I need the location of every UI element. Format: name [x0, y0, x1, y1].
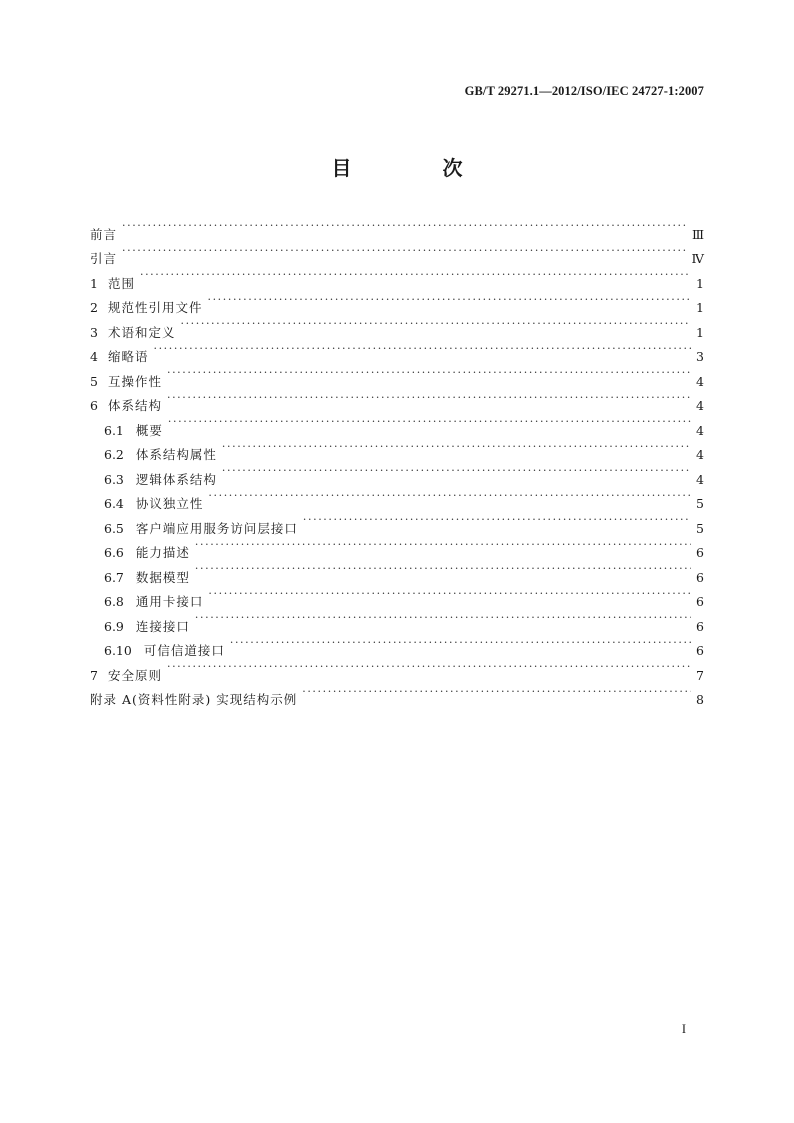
- toc-dot-leader: [122, 239, 686, 264]
- toc-entry[interactable]: [90, 680, 704, 705]
- toc-entry-page: 6: [696, 569, 704, 585]
- toc-entry[interactable]: [90, 263, 704, 291]
- toc-dot-leader: [222, 435, 691, 460]
- toc-entry-page: Ⅲ: [691, 226, 704, 242]
- toc-dot-leader: [230, 631, 691, 656]
- toc-dot-leader: [168, 410, 691, 435]
- toc-entry-number: 6.2: [104, 447, 124, 462]
- toc-entry[interactable]: [90, 386, 704, 411]
- toc-dot-leader: [302, 680, 691, 705]
- toc-entry-number: 6.8: [104, 594, 124, 609]
- toc-entry[interactable]: [90, 288, 704, 313]
- toc-entry-label: 缩略语: [107, 349, 149, 364]
- toc-entry-page: 7: [696, 667, 704, 683]
- toc-entry-label: 能力描述: [135, 545, 190, 560]
- toc-entry-label: 通用卡接口: [135, 594, 204, 609]
- toc-entry-page: 5: [696, 520, 704, 536]
- toc-entry-page: 6: [696, 618, 704, 634]
- toc-dot-leader: [222, 459, 691, 484]
- toc-entry-page: 4: [696, 373, 704, 389]
- toc-entry-label: 概要: [135, 422, 163, 438]
- toc-entry[interactable]: [90, 214, 704, 242]
- toc-entry-number: 7: [90, 667, 98, 683]
- toc-entry-page: 4: [696, 422, 704, 438]
- toc-dot-leader: [167, 386, 691, 411]
- toc-entry-label: 数据模型: [135, 569, 190, 585]
- toc-entry[interactable]: [90, 410, 704, 438]
- footer-page-number: I: [681, 1022, 686, 1036]
- toc-entry-number: 6.6: [104, 545, 124, 560]
- toc-entry[interactable]: [90, 239, 704, 264]
- toc-dot-leader: [195, 533, 691, 558]
- toc-dot-leader: [153, 337, 691, 362]
- toc-dot-leader: [195, 606, 691, 631]
- toc-entry-page: 6: [696, 545, 704, 560]
- toc-dot-leader: [167, 361, 691, 386]
- toc-entry-number: 4: [90, 349, 98, 364]
- toc-dot-leader: [208, 484, 691, 509]
- toc-entry-number: 2: [90, 300, 98, 315]
- toc-entry-label: 互操作性: [107, 373, 162, 389]
- toc-entry-number: 6.1: [104, 422, 124, 438]
- toc-entry[interactable]: [90, 312, 704, 340]
- toc-entry-page: 8: [696, 692, 704, 707]
- toc-dot-leader: [140, 263, 691, 288]
- toc-entry-page: 4: [696, 447, 704, 462]
- toc-entry-label: 安全原则: [107, 667, 162, 683]
- toc-entry-page: 4: [696, 471, 704, 487]
- toc-dot-leader: [167, 655, 691, 680]
- toc-entry[interactable]: [90, 361, 704, 389]
- toc-dot-leader: [303, 508, 691, 533]
- page-title: 目 次: [331, 156, 505, 180]
- toc-entry-number: 6: [90, 398, 98, 413]
- toc-entry-label: 体系结构: [107, 398, 162, 413]
- toc-entry-number: 6.3: [104, 471, 124, 487]
- toc-entry-page: 5: [696, 496, 704, 511]
- toc-entry-label: 规范性引用文件: [107, 300, 203, 315]
- toc-dot-leader: [122, 214, 687, 239]
- table-of-contents: [90, 214, 704, 707]
- toc-entry-page: 1: [696, 300, 704, 315]
- toc-entry-label: 协议独立性: [135, 496, 204, 511]
- toc-entry-page: 1: [696, 324, 704, 340]
- toc-entry-label: 引言: [90, 251, 118, 266]
- toc-entry-page: 6: [696, 594, 704, 609]
- toc-entry-number: 6.5: [104, 520, 124, 536]
- toc-entry-page: 3: [696, 349, 704, 364]
- toc-entry-page: Ⅳ: [691, 251, 704, 266]
- toc-entry-label: 体系结构属性: [135, 447, 217, 462]
- toc-entry-label: 附录 A(资料性附录) 实现结构示例: [90, 692, 298, 707]
- toc-entry-number: 5: [90, 373, 98, 389]
- toc-entry-number: 1: [90, 275, 98, 291]
- toc-entry-label: 逻辑体系结构: [135, 471, 217, 487]
- toc-dot-leader: [180, 312, 691, 337]
- standard-code: GB/T 29271.1—2012/ISO/IEC 24727-1:2007: [464, 84, 704, 98]
- toc-entry-number: 6.4: [104, 496, 124, 511]
- toc-entry[interactable]: [90, 655, 704, 683]
- toc-entry-number: 6.10: [104, 643, 132, 658]
- toc-entry[interactable]: [90, 435, 704, 460]
- toc-entry-number: 6.9: [104, 618, 124, 634]
- toc-entry-label: 前言: [90, 226, 118, 242]
- toc-entry-label: 客户端应用服务访问层接口: [135, 520, 298, 536]
- toc-entry-page: 6: [696, 643, 704, 658]
- toc-dot-leader: [207, 288, 691, 313]
- toc-entry-number: 3: [90, 324, 98, 340]
- toc-entry-label: 范围: [107, 275, 135, 291]
- toc-dot-leader: [195, 557, 691, 582]
- toc-entry-page: 4: [696, 398, 704, 413]
- toc-entry-label: 可信信道接口: [143, 643, 225, 658]
- toc-entry-number: 6.7: [104, 569, 124, 585]
- toc-dot-leader: [208, 582, 691, 607]
- toc-entry-label: 术语和定义: [107, 324, 176, 340]
- toc-entry-page: 1: [696, 275, 704, 291]
- toc-entry-label: 连接接口: [135, 618, 190, 634]
- toc-entry[interactable]: [90, 337, 704, 362]
